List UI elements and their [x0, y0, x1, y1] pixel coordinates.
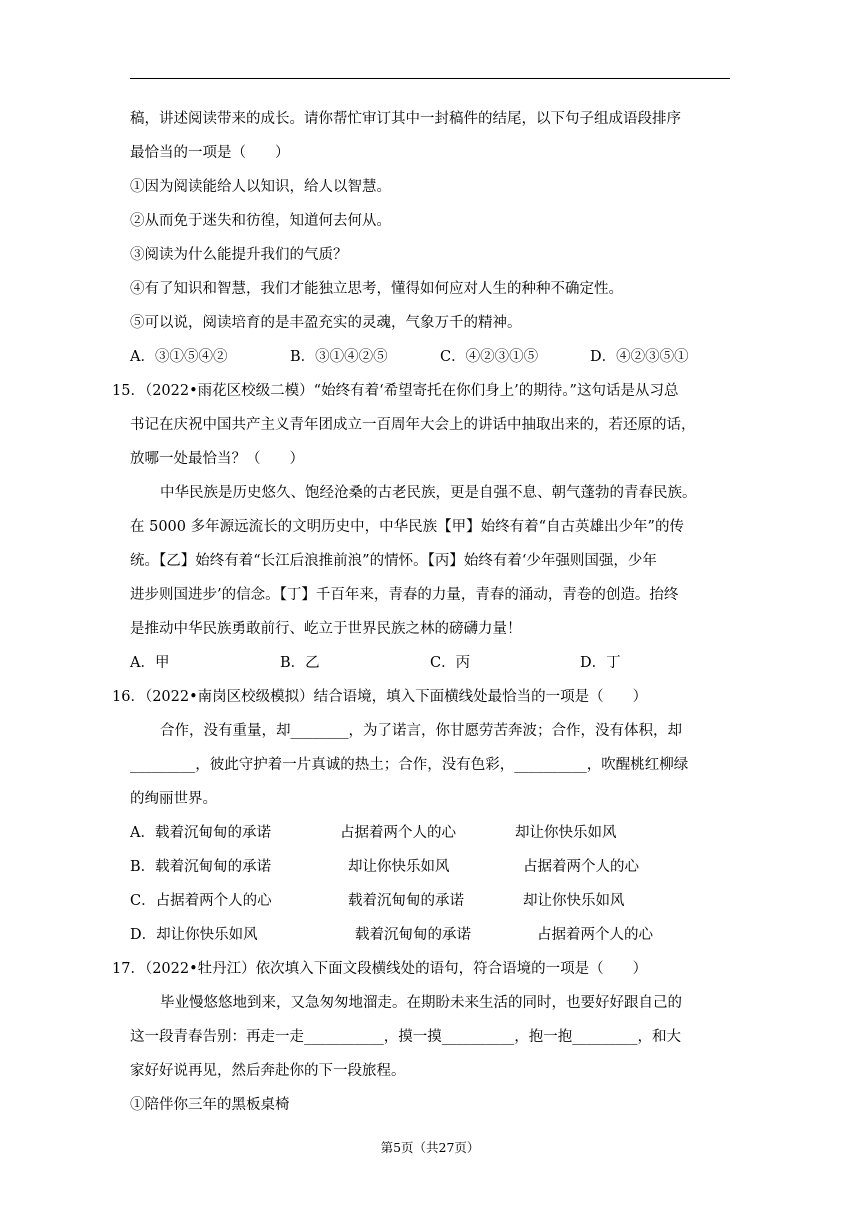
q16-option-c-blank2: 载着沉甸甸的承诺	[348, 893, 464, 909]
q16-passage-line: 的绚丽世界。	[130, 791, 217, 807]
q14-stem-line: 稿，讲述阅读带来的成长。请你帮忙审订其中一封稿件的结尾，以下句子组成语段排序	[130, 111, 681, 127]
q17-item: ①陪伴你三年的黑板桌椅	[130, 1097, 290, 1113]
q15-option-a[interactable]: A．甲	[130, 655, 170, 671]
q15-passage-line: 进步则国进步’的信念。【丁】千百年来，青春的力量，青春的涌动，青卷的创造。抬终	[130, 587, 679, 603]
q16-option-c-blank3: 却让你快乐如风	[523, 893, 625, 909]
q14-item: ⑤可以说，阅读培育的是丰盈充实的灵魂，气象万千的精神。	[130, 315, 522, 331]
q16-option-c-blank1: C．占据着两个人的心	[130, 893, 272, 909]
q17-passage-line: 家好好说再见，然后奔赴你的下一段旅程。	[130, 1063, 406, 1079]
q15-option-c[interactable]: C．丙	[430, 655, 471, 671]
q16-option-d-blank1: D．却让你快乐如风	[130, 927, 258, 943]
q14-option-a[interactable]: A．③①⑤④②	[130, 349, 228, 365]
page-footer: 第5页（共27页）	[380, 1140, 480, 1155]
q16-option-d[interactable]	[130, 918, 730, 952]
q16-option-d-blank3: 占据着两个人的心	[537, 927, 653, 943]
q14-option-c[interactable]: C．④②③①⑤	[440, 349, 539, 365]
q16-option-b-blank3: 占据着两个人的心	[523, 859, 639, 875]
header-rule	[130, 78, 730, 79]
page-content	[112, 102, 730, 1122]
q16-option-a[interactable]	[130, 816, 730, 850]
q16-stem: 16．（2022•南岗区校级模拟）结合语境，填入下面横线处最恰当的一项是（ ）	[112, 689, 648, 705]
q15-passage-line: 是推动中华民族勇敢前行、屹立于世界民族之林的磅礴力量！	[130, 621, 522, 637]
q15-stem-line: 放哪一处最恰当？（ ）	[130, 451, 304, 467]
q16-option-a-blank2: 占据着两个人的心	[340, 825, 456, 841]
q15-stem-line: 15．（2022•雨花区校级二模）“始终有着‘希望寄托在你们身上’的期待。”这句话是从习总	[112, 383, 679, 399]
q17-passage-line: 这一段青春告别：再走一走___________，摸一摸__________，抱一抱_________，和大	[130, 1029, 681, 1045]
q16-option-a-blank3: 却让你快乐如风	[515, 825, 617, 841]
q16-option-d-blank2: 载着沉甸甸的承诺	[355, 927, 471, 943]
q15-option-d[interactable]: D．丁	[580, 655, 621, 671]
q14-item: ③阅读为什么能提升我们的气质？	[130, 247, 348, 263]
q16-passage-line: 合作，没有重量，却________，为了诺言，你甘愿劳苦奔波；合作，没有体积，却	[160, 723, 682, 739]
q17-stem: 17．（2022•牡丹江）依次填入下面文段横线处的语句，符合语境的一项是（ ）	[112, 961, 648, 977]
q15-option-b[interactable]: B．乙	[280, 655, 320, 671]
q15-passage-line: 统。【乙】始终有着“长江后浪推前浪”的情怀。【丙】始终有着‘少年强则国强，少年	[130, 553, 657, 569]
q14-option-b[interactable]: B．③①④②⑤	[290, 349, 388, 365]
q14-stem-line: 最恰当的一项是（ ）	[130, 145, 290, 161]
q15-passage-line: 在 5000 多年源远流长的文明历史中，中华民族【甲】始终有着“自古英雄出少年”的传	[130, 519, 684, 535]
q15-stem-line: 书记在庆祝中国共产主义青年团成立一百周年大会上的讲话中抽取出来的，若还原的话，	[130, 417, 696, 433]
q14-item: ④有了知识和智慧，我们才能独立思考，懂得如何应对人生的种种不确定性。	[130, 281, 623, 297]
q14-option-d[interactable]: D．④②③⑤①	[590, 349, 689, 365]
q15-options	[130, 646, 730, 680]
q16-option-a-blank1: A．载着沉甸甸的承诺	[130, 825, 271, 841]
q16-option-b[interactable]	[130, 850, 730, 884]
q14-options	[130, 340, 730, 374]
q16-option-b-blank2: 却让你快乐如风	[348, 859, 450, 875]
q15-passage-line: 中华民族是历史悠久、饱经沧桑的古老民族，更是自强不息、朝气蓬勃的青春民族。	[160, 485, 697, 501]
q14-item: ②从而免于迷失和彷徨，知道何去何从。	[130, 213, 391, 229]
q14-item: ①因为阅读能给人以知识，给人以智慧。	[130, 179, 391, 195]
q16-option-c[interactable]	[130, 884, 730, 918]
q17-passage-line: 毕业慢悠悠地到来，又急匆匆地溜走。在期盼未来生活的同时，也要好好跟自己的	[160, 995, 682, 1011]
q16-option-b-blank1: B．载着沉甸甸的承诺	[130, 859, 272, 875]
q16-passage-line: _________，彼此守护着一片真诚的热土；合作，没有色彩，__________，吹醒桃红柳绿	[130, 757, 689, 773]
